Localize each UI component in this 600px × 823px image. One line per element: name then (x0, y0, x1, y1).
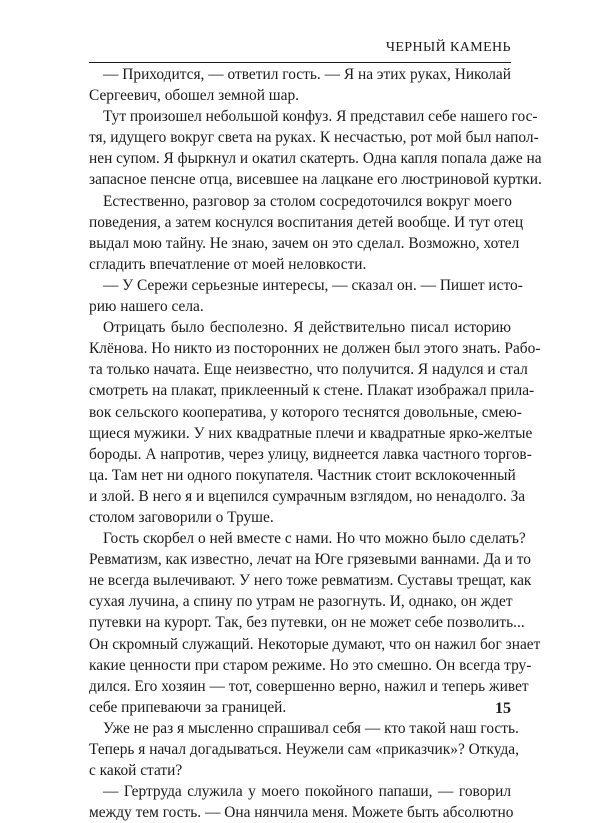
text-line: Естественно, разговор за столом сосредоточился вокруг моего (103, 192, 512, 210)
text-line: сухая лучина, а спину по утрам не разогнуть. И, однако, он ждет (89, 593, 513, 611)
text-line: — У Сережи серьезные интересы, — сказал он. — Пишет исто- (103, 276, 523, 294)
text-line: Ревматизм, как известно, лечат на Юге грязевыми ваннами. Да и то (89, 551, 531, 569)
text-line: какие ценности при старом режиме. Но это смешно. Он всегда тру- (89, 656, 532, 674)
text-line: сгладить впечатление от моей неловкости. (89, 255, 367, 273)
text-line: тя, идущего вокруг света на руках. К несчастью, рот мой был напол- (89, 129, 539, 147)
text-line: Клёнова. Но никто из посторонних не должен был этого знать. Рабо- (89, 340, 541, 358)
text-line: поведения, а затем коснулся воспитания детей вообще. И тут отец (89, 213, 524, 231)
text-line: Тут произошел небольшой конфуз. Я представил себе нашего гос- (103, 108, 538, 126)
text-line: нен супом. Я фыркнул и окатил скатерть. Одна капля попала даже на (89, 150, 542, 168)
text-line: — Приходится, — ответил гость. — Я на этих руках, Николай (103, 66, 511, 83)
text-line: путевки на курорт. Так, без путевки, он не может себе позволить... (89, 614, 525, 632)
text-line: Отрицать было бесполезно. Я действительно писал историю (103, 319, 511, 337)
text-line: вок сельского кооператива, у которого теснятся довольные, смею- (89, 403, 522, 421)
text-line: рию нашего села. (89, 298, 204, 316)
text-line: не всегда вылечивают. У него тоже ревматизм. Суставы трещат, как (89, 572, 532, 590)
page-number: 15 (495, 700, 511, 717)
text-body (89, 64, 542, 823)
text-line: Сергеевич, обошел земной шар. (89, 87, 300, 105)
text-line: бороды. А напротив, через улицу, виднеется лавка частного торгов- (89, 445, 532, 463)
text-line: Уже не раз я мысленно спрашивал себя — кто такой наш гость. (103, 719, 519, 737)
text-line: между тем гость. — Она нянчила меня. Можете быть абсолютно (89, 804, 514, 822)
text-line: щиеся мужики. У них квадратные плечи и квадратные ярко-желтые (89, 424, 533, 442)
header-rule (89, 62, 511, 63)
text-line: ца. Там нет ни одного покупателя. Частник стоит всклокоченный (89, 466, 516, 484)
text-line: Гость скорбел о ней вместе с нами. Но что можно было сделать? (103, 530, 526, 548)
text-line: дился. Его хозяин — тот, совершенно верно, нажил и теперь живет (89, 677, 529, 695)
text-line: запасное пенсне отца, висевшее на лацкане его люстриновой куртки. (89, 171, 542, 189)
text-line: выдал мою тайну. Не знаю, зачем он это сделал. Возможно, хотел (89, 234, 520, 252)
running-head-title: ЧЕРНЫЙ КАМЕНЬ (385, 40, 511, 55)
text-line: — Гертруда служила у моего покойного папаши, — говорил (103, 783, 511, 801)
text-line: с какой стати? (89, 762, 183, 780)
text-line: Теперь я начал догадываться. Неужели сам «приказчик»? Откуда, (89, 741, 519, 758)
text-line: Он скромный служащий. Некоторые думают, что он нажил бог знает (89, 635, 541, 653)
text-line: себе припеваючи за границей. (89, 698, 287, 716)
text-line: смотреть на плакат, приклеенный к стене. Плакат изображал прила- (89, 382, 535, 400)
text-line: столом заговорили о Труше. (89, 508, 274, 526)
text-line: и злой. В него я и вцепился сумрачным взглядом, но ненадолго. За (89, 487, 526, 505)
text-line: та только начата. Еще неизвестно, что получится. Я надулся и стал (89, 361, 528, 379)
